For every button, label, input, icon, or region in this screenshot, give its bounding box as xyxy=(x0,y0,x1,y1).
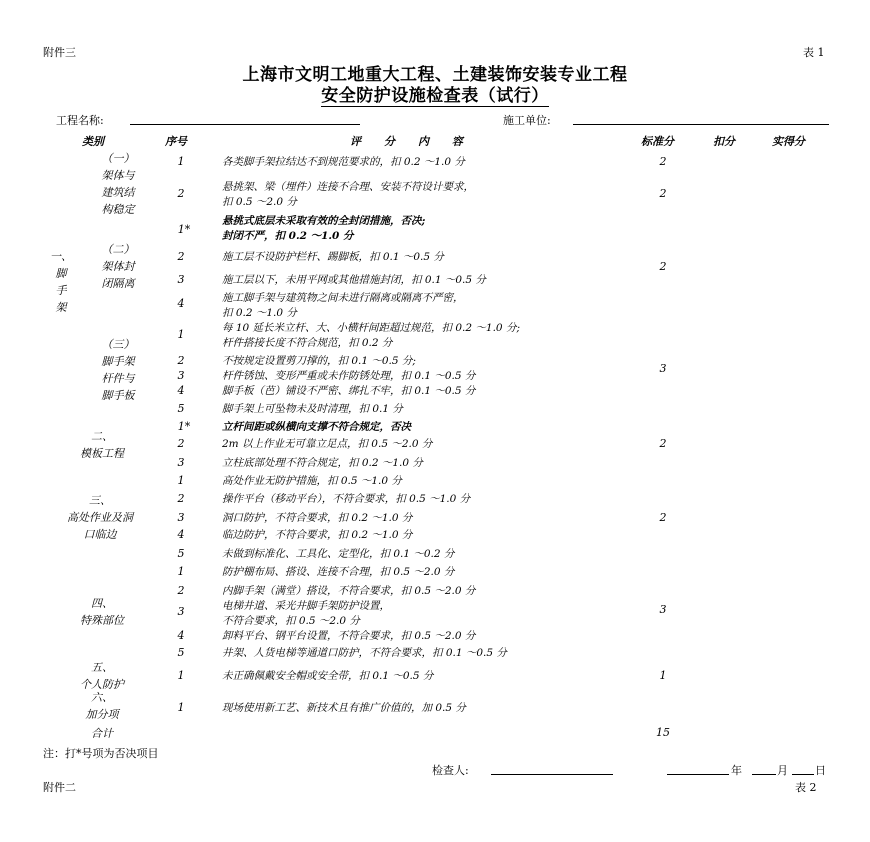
row-content: 立柱底部处理不符合规定，扣 0.2 ～1.0 分 xyxy=(222,457,423,469)
standard-score: 3 xyxy=(659,362,667,375)
attachment-tag: 附件三 xyxy=(43,46,76,59)
category-special-areas: 四、 特殊部位 xyxy=(80,597,124,627)
row-number: 1 xyxy=(177,155,185,168)
row-content: 各类脚手架拉结达不到规范要求的，扣 0.2 ～1.0 分 xyxy=(222,156,465,168)
inspector-field[interactable] xyxy=(491,774,613,775)
row-number: 5 xyxy=(177,646,185,659)
row-number: 1 xyxy=(177,701,185,714)
inspector-label: 检查人: xyxy=(432,764,469,777)
row-content: 不按规定设置剪刀撑的，扣 0.1 ～0.5 分; xyxy=(222,355,416,367)
row-content: 每 10 延长米立杆、大、小横杆间距超过规范，扣 0.2 ～1.0 分; 杆件搭接长度不符合规范，扣 0.2 分 xyxy=(222,322,520,349)
category-frame-enclosure: （二） 架体封 闭隔离 xyxy=(101,243,135,290)
subtitle-text: 安全防护设施检查表（试行） xyxy=(321,86,549,106)
table-number: 表 1 xyxy=(803,46,825,59)
row-number: 4 xyxy=(177,297,185,310)
row-number: 4 xyxy=(177,384,185,397)
col-seq: 序号 xyxy=(165,135,187,148)
standard-score: 2 xyxy=(659,437,667,450)
row-content: 内脚手架（满堂）搭设，不符合要求，扣 0.5 ～2.0 分 xyxy=(222,585,476,597)
row-content: 施工脚手架与建筑物之间未进行隔离或隔离不严密， 扣 0.2 ～1.0 分 xyxy=(222,292,464,319)
row-number: 3 xyxy=(177,456,185,469)
row-number: 1 xyxy=(177,669,185,682)
row-number: 2 xyxy=(177,250,185,263)
row-content: 杆件锈蚀、变形严重或未作防锈处理，扣 0.1 ～0.5 分 xyxy=(222,370,476,382)
category-height-work: 三、 高处作业及洞 口临边 xyxy=(67,494,133,541)
row-number: 4 xyxy=(177,629,185,642)
row-number: 3 xyxy=(177,605,185,618)
category-total: 合计 xyxy=(91,727,113,740)
row-content: 防护棚布局、搭设、连接不合理，扣 0.5 ～2.0 分 xyxy=(222,566,455,578)
category-personal-protection: 五、 个人防护 xyxy=(80,661,124,691)
row-number: 1 xyxy=(177,565,185,578)
total-score: 15 xyxy=(656,726,670,739)
row-number: 1* xyxy=(177,223,191,236)
attachment-tag-2: 附件二 xyxy=(43,781,76,794)
standard-score: 1 xyxy=(659,669,667,682)
category-bonus: 六、 加分项 xyxy=(85,691,119,721)
row-number: 5 xyxy=(177,402,185,415)
row-content: 脚手板（芭）铺设不严密、绑扎不牢，扣 0.1 ～0.5 分 xyxy=(222,385,476,397)
standard-score: 2 xyxy=(659,155,667,168)
row-content-veto: 立杆间距或纵横向支撑不符合规定，否决 xyxy=(222,421,411,433)
row-content: 悬挑架、梁（埋件）连接不合理、安装不符设计要求， 扣 0.5 ～2.0 分 xyxy=(222,181,474,208)
year-field[interactable] xyxy=(667,774,729,775)
row-content-veto: 悬挑式底层未采取有效的全封闭措施，否决; 封闭不严，扣 0.2 ～1.0 分 xyxy=(222,215,426,242)
row-number: 1* xyxy=(177,420,191,433)
month-field[interactable] xyxy=(752,774,776,775)
row-content: 脚手架上可坠物未及时清理，扣 0.1 分 xyxy=(222,403,403,415)
day-field[interactable] xyxy=(792,774,814,775)
row-number: 3 xyxy=(177,369,185,382)
row-content: 洞口防护，不符合要求，扣 0.2 ～1.0 分 xyxy=(222,512,413,524)
day-label: 日 xyxy=(815,764,826,777)
standard-score: 2 xyxy=(659,511,667,524)
row-number: 2 xyxy=(177,584,185,597)
row-content: 施工层不设防护栏杆、踢脚板，扣 0.1 ～0.5 分 xyxy=(222,251,444,263)
col-content: 评 分 内 容 xyxy=(350,135,463,148)
col-standard: 标准分 xyxy=(641,135,674,148)
col-actual: 实得分 xyxy=(772,135,805,148)
row-number: 1 xyxy=(177,474,185,487)
row-content: 井架、人货电梯等通道口防护，不符合要求，扣 0.1 ～0.5 分 xyxy=(222,647,507,659)
month-label: 月 xyxy=(777,764,788,777)
category-scaffold-members: （三） 脚手架 杆件与 脚手板 xyxy=(101,338,135,402)
table-number-2: 表 2 xyxy=(795,781,817,794)
row-number: 2 xyxy=(177,492,185,505)
col-deduct: 扣分 xyxy=(713,135,735,148)
row-content: 未做到标准化、工具化、定型化，扣 0.1 ～0.2 分 xyxy=(222,548,455,560)
year-label: 年 xyxy=(731,764,742,777)
row-number: 5 xyxy=(177,547,185,560)
row-content: 未正确佩戴安全帽或安全带，扣 0.1 ～0.5 分 xyxy=(222,670,434,682)
category-scaffold: 一、 脚 手 架 xyxy=(50,250,72,314)
row-content: 电梯井道、采光井脚手架防护设置， 不符合要求，扣 0.5 ～2.0 分 xyxy=(222,600,390,627)
construction-unit-field[interactable] xyxy=(573,124,829,125)
row-content: 操作平台（移动平台），不符合要求，扣 0.5 ～1.0 分 xyxy=(222,493,471,505)
row-content: 高处作业无防护措施，扣 0.5 ～1.0 分 xyxy=(222,475,402,487)
row-number: 1 xyxy=(177,328,185,341)
row-content: 2m 以上作业无可靠立足点，扣 0.5 ～2.0 分 xyxy=(222,438,433,450)
project-name-field[interactable] xyxy=(130,124,360,125)
row-content: 现场使用新工艺、新技术且有推广价值的，加 0.5 分 xyxy=(222,702,466,714)
row-number: 2 xyxy=(177,437,185,450)
standard-score: 2 xyxy=(659,260,667,273)
standard-score: 3 xyxy=(659,603,667,616)
category-frame-stability: （一） 架体与 建筑结 构稳定 xyxy=(101,152,135,216)
document-title: 上海市文明工地重大工程、土建装饰安装专业工程 xyxy=(242,65,628,85)
row-content: 施工层以下，未用平网或其他措施封闭，扣 0.1 ～0.5 分 xyxy=(222,274,486,286)
row-number: 3 xyxy=(177,511,185,524)
standard-score: 2 xyxy=(659,187,667,200)
category-formwork: 二、 模板工程 xyxy=(80,430,124,460)
document-subtitle xyxy=(0,81,870,106)
row-number: 2 xyxy=(177,354,185,367)
col-category: 类别 xyxy=(82,135,104,148)
row-content: 卸料平台、钢平台设置，不符合要求，扣 0.5 ～2.0 分 xyxy=(222,630,476,642)
construction-unit-label: 施工单位: xyxy=(503,114,551,127)
footnote: 注：打*号项为否决项目 xyxy=(43,747,159,760)
row-content: 临边防护，不符合要求，扣 0.2 ～1.0 分 xyxy=(222,529,413,541)
row-number: 4 xyxy=(177,528,185,541)
row-number: 2 xyxy=(177,187,185,200)
row-number: 3 xyxy=(177,273,185,286)
project-name-label: 工程名称: xyxy=(56,114,104,127)
